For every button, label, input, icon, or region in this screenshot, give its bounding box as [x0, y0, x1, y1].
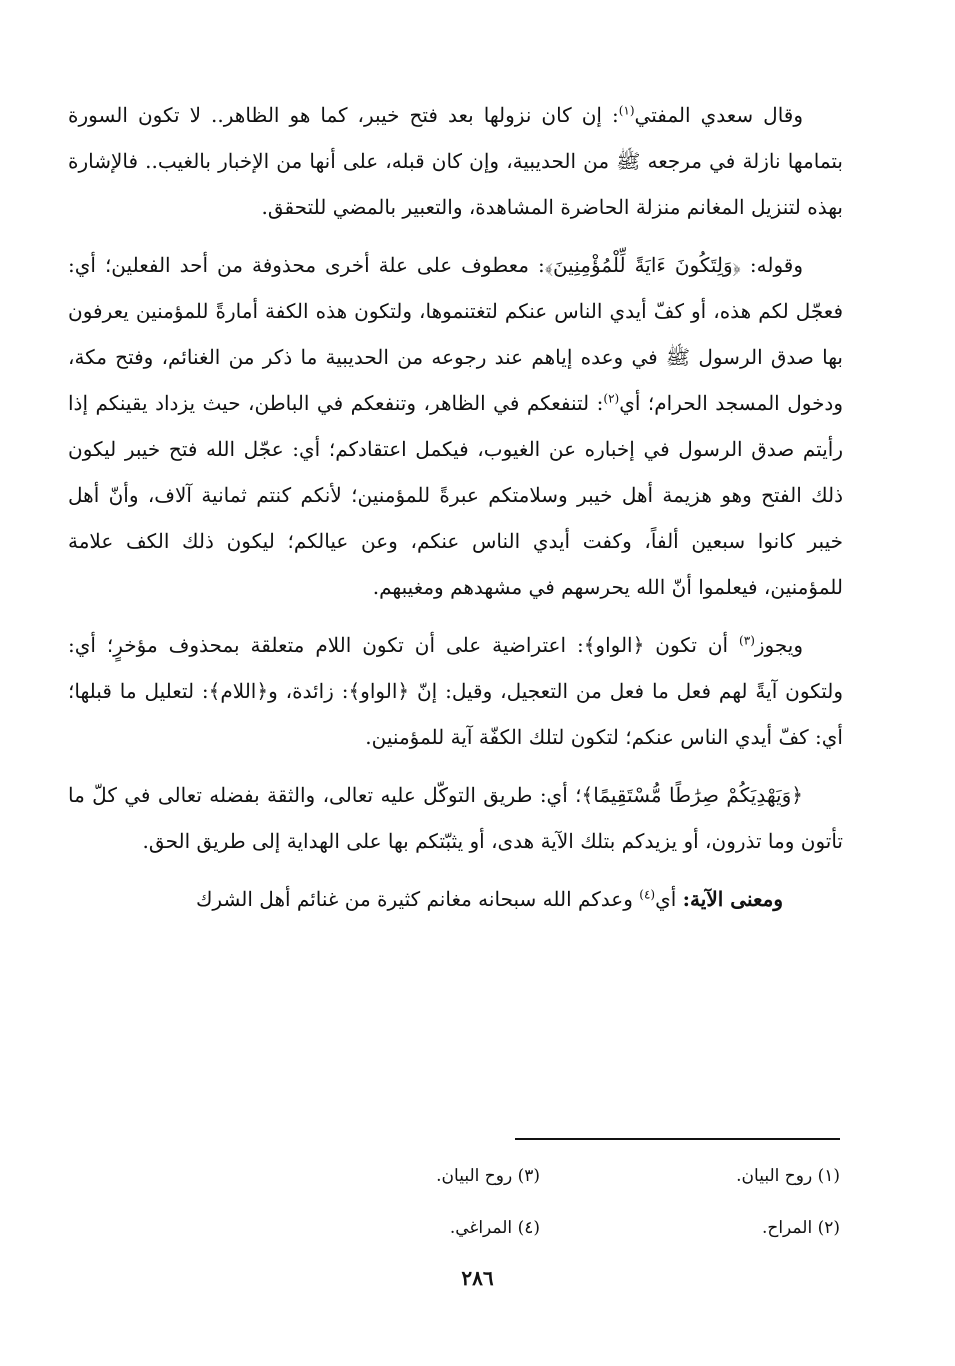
- footnote-text: المراح.: [761, 1218, 813, 1238]
- page-number: ٢٨٦: [461, 1266, 494, 1290]
- paragraph-1: [68, 92, 843, 230]
- paragraph-text: وعدكم الله سبحانه مغانم كثيرة من غنائم أهل الشرك: [195, 887, 640, 911]
- paragraph-text: أن تكون ﴿الواو﴾: اعتراضية على أن تكون اللام متعلقة بمحذوف مؤخرٍ؛ أي: ولتكون آيةً لهم فعل ما فعل من التعجيل، وقيل: إنّ ﴿الواو﴾: زائدة، و﴿اللام﴾: لتعليل ما قبلها؛ أي: كفّ أيدي الناس عنكم؛ لتكون لتلك الكفّة آية للمؤمنين.: [68, 633, 843, 749]
- footnote-ref: (٣): [739, 633, 755, 648]
- paragraph-text: ويجوز: [754, 633, 803, 657]
- paragraph-3: [68, 622, 843, 760]
- footnote-item: [560, 1218, 840, 1238]
- paragraph-text: وقوله: ﴿وَلِتَكُونَ ءَايَةً لِّلْمُؤْمِنِينَ﴾: معطوف على علة أخرى محذوفة من أحد الفعلين؛ أي: فعجّل لكم هذه، أو كفّ أيدي الناس عنكم لتغتنموها، ولتكون هذه الكفة أمارةً للمؤمنين يعرفون بها صدق الرسول ﷺ في وعده إياهم عند رجوعه من الحديبية ما ذكر من الغنائم، وفتح مكة، ودخول المسجد الحرام؛ أي: [68, 253, 844, 415]
- footnote-number: (٤): [517, 1218, 540, 1238]
- paragraph-text: ﴿وَيَهْدِيَكُمْ صِرَٰطًا مُّسْتَقِيمًا﴾؛ أي: طريق التوكّل عليه تعالى، والثقة بفضله تعالى في كلّ ما تأتون وما تذرون، أو يزيدكم بتلك الآية هدى، أو يثبّتكم بها على الهداية إلى طريق الحق.: [68, 783, 843, 853]
- paragraph-text: : لتنفعكم في الظاهر، وتنفعكم في الباطن، حيث يزداد يقينكم إذا رأيتم صدق الرسول في إخباره عن الغيوب، فيكمل اعتقادكم؛ أي: عجّل الله فتح خيبر ليكون ذلك الفتح وهو هزيمة أهل خيبر وسلامتكم عبرةً للمؤمنين؛ لأنكم كنتم ثمانية آلاف، وأنّ أهل خيبر كانوا سبعين ألفاً، وكفت أيدي الناس عنكم، وعن عيالكم؛ ليكون ذلك الكف علامة للمؤمنين، فيعلموا أنّ الله يحرسهم في مشهدهم ومغيبهم.: [68, 391, 843, 599]
- paragraph-text: : إن كان نزولها بعد فتح خيبر، كما هو الظاهر.. لا تكون السورة بتمامها نازلة في مرجعه ﷺ من الحديبية، وإن كان قبله، على أنها من الإخبار بالغيب.. فالإشارة بهذه لتنزيل المغانم منزلة الحاضرة المشاهدة، والتعبير بالمضي للتحقق.: [68, 103, 843, 219]
- footnote-text: روح البيان.: [736, 1166, 813, 1186]
- footnote-item: [260, 1166, 540, 1186]
- paragraph-text: أي: [655, 887, 683, 911]
- footnote-ref: (٤): [639, 887, 656, 902]
- paragraph-5: [68, 876, 843, 922]
- paragraph-2: [68, 242, 843, 610]
- section-heading: ومعنى الآية:: [682, 887, 783, 911]
- footnote-item: [560, 1166, 840, 1186]
- footnote-ref: (١): [618, 103, 635, 118]
- footnote-text: روح البيان.: [436, 1166, 513, 1186]
- footnote-number: (٣): [517, 1166, 540, 1186]
- footnote-text: المراغي.: [449, 1218, 513, 1238]
- footnote-number: (٢): [817, 1218, 840, 1238]
- paragraph-4: [68, 772, 843, 864]
- footnote-divider: [515, 1138, 840, 1140]
- main-text: [68, 92, 843, 934]
- footnote-number: (١): [817, 1166, 840, 1186]
- paragraph-text: وقال سعدي المفتي: [634, 103, 804, 127]
- footnote-item: [260, 1218, 540, 1238]
- footnotes: [260, 1150, 840, 1254]
- footnote-ref: (٢): [603, 391, 620, 406]
